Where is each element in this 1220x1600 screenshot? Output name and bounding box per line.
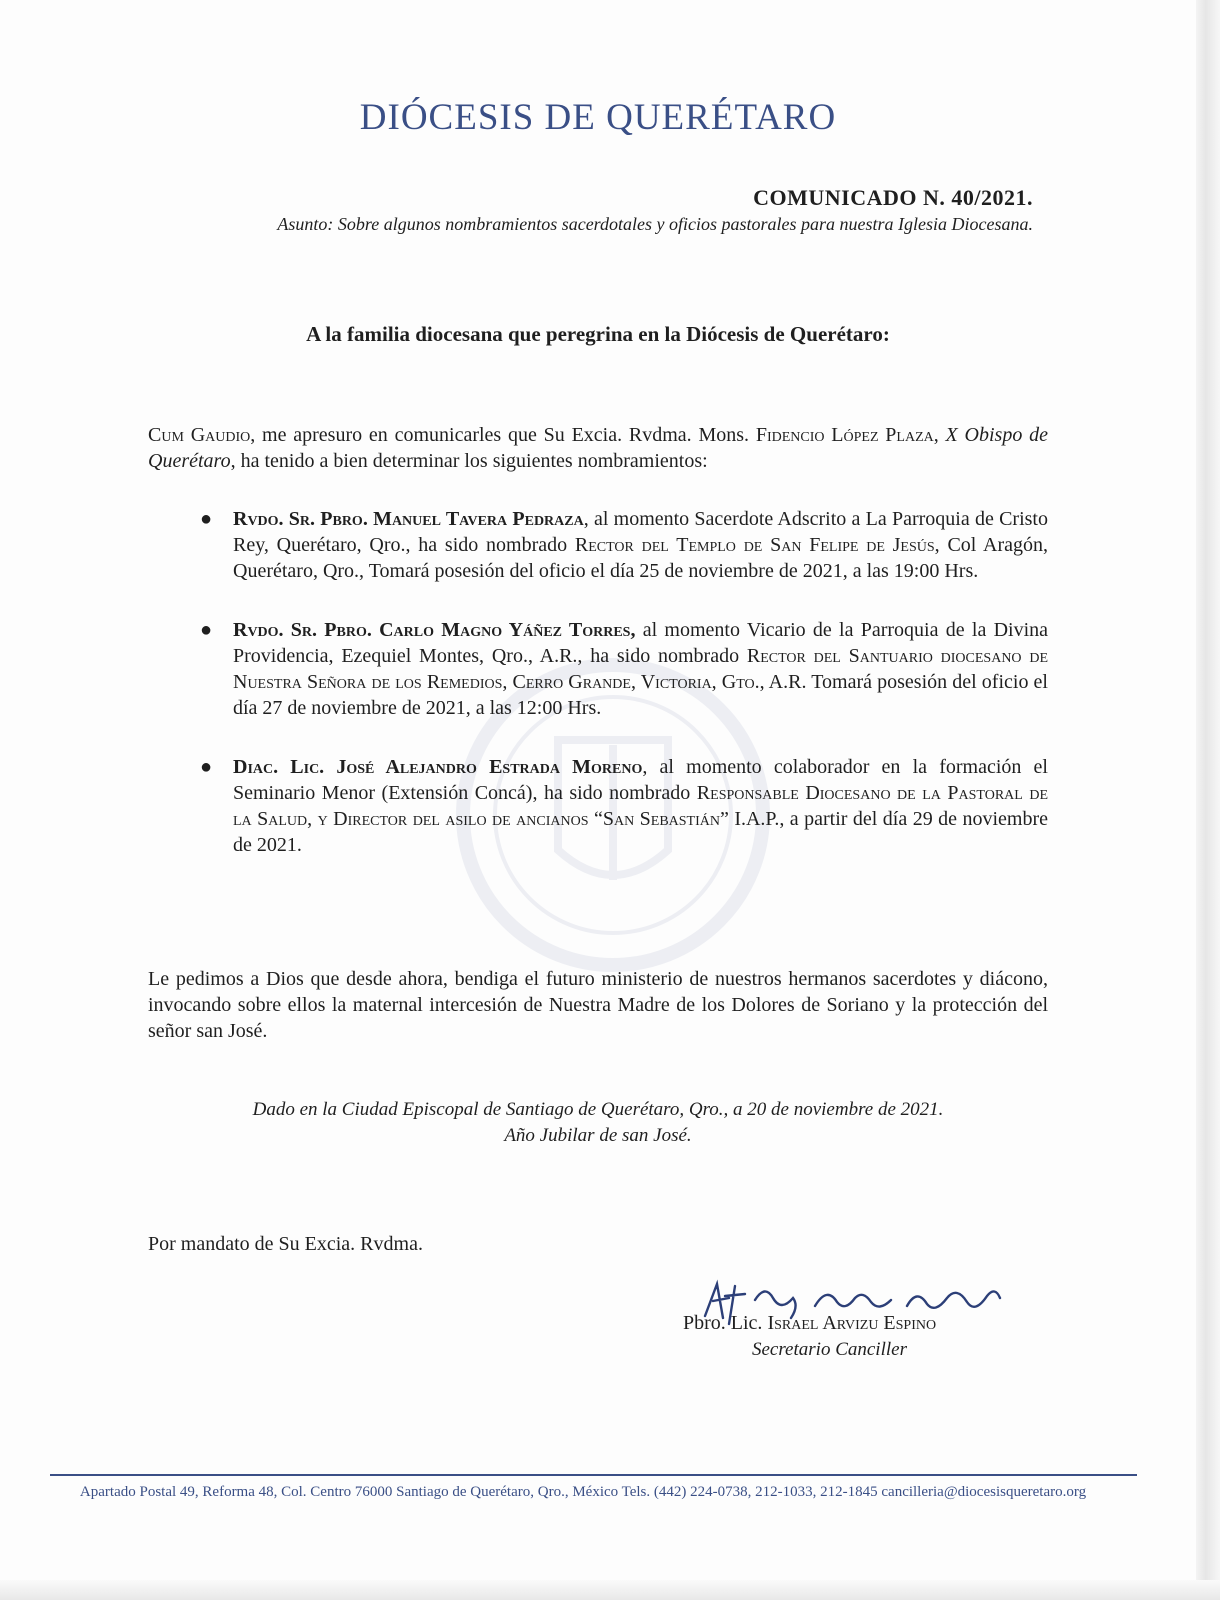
footer-divider: [50, 1474, 1137, 1476]
bishop-title: X Obispo de Querétaro: [148, 424, 1049, 472]
intro-text-1: , me apresuro en comunicarles que Su Excia. Rvdma. Mons.: [250, 424, 756, 446]
intro-text-2: ,: [933, 424, 946, 446]
appointment-text: , al momento Sacerdote Adscrito a La Parroquia de Cristo Rey, Querétaro, Qro., ha sido nombrado: [233, 508, 1048, 556]
bullet-icon: ●: [200, 756, 213, 778]
jubilee-line: Año Jubilar de san José.: [504, 1125, 692, 1146]
appointment-details: , A.R. Tomará posesión del oficio el día 27 de noviembre de 2021, a las 12:00 Hrs.: [233, 671, 1048, 719]
bullet-icon: ●: [200, 508, 213, 530]
date-line: Dado en la Ciudad Episcopal de Santiago de Querétaro, Qro., a 20 de noviembre de 2021.: [252, 1099, 944, 1120]
appointment-details: I.A.P., a partir del día 29 de noviembre de 2021.: [233, 808, 1049, 856]
comunicado-number: COMUNICADO N. 40/2021.: [753, 185, 1033, 210]
appointments-list: [200, 506, 1049, 858]
appointment-details: , Col Aragón, Querétaro, Qro., Tomará posesión del oficio el día 25 de noviembre de 2021, a las 19:00 Hrs.: [233, 534, 1048, 582]
bishop-name: Fidencio López Plaza: [755, 424, 934, 446]
asunto-line: Asunto: Sobre algunos nombramientos sacerdotales y oficios pastorales para nuestra Iglesia Diocesana.: [277, 214, 1033, 234]
appointment-text: al momento Vicario de la Parroquia de la Divina Providencia, Ezequiel Montes, Qro., A.R., ha sido nombrado: [233, 619, 1049, 667]
list-item: [200, 617, 1049, 721]
page-bottom-edge: [0, 1580, 1220, 1600]
diocese-title: DIÓCESIS DE QUERÉTARO: [359, 97, 837, 138]
list-item: [200, 506, 1048, 584]
date-place: [0, 1097, 1196, 1149]
list-item: [200, 754, 1049, 858]
appointee-name: Rvdo. Sr. Pbro. Carlo Magno Yáñez Torres,: [233, 619, 636, 641]
appointment-office: Responsable Diocesano de la Pastoral de la Salud, y Director del asilo de ancianos “San Sebastián”: [233, 782, 1048, 830]
intro-text-3: , ha tenido a bien determinar los siguientes nombramientos:: [230, 450, 708, 472]
appointee-name: Rvdo. Sr. Pbro. Manuel Tavera Pedraza: [233, 508, 584, 530]
appointment-text: , al momento colaborador en la formación el Seminario Menor (Extensión Concá), ha sido nombrado: [233, 756, 1048, 804]
signer-name: [683, 1312, 936, 1335]
closing-paragraph: Le pedimos a Dios que desde ahora, bendiga el futuro ministerio de nuestros hermanos sacerdotes y diácono, invocando sobre ellos la maternal intercesión de Nuestra Madre de los Dolores de Soriano y la protección del señor san José.: [148, 968, 1048, 1042]
signer-fullname: Israel Arvizu Espino: [767, 1312, 937, 1334]
page-edge: [1196, 0, 1220, 1600]
appointment-office: Rector del Templo de San Felipe de Jesús: [574, 534, 935, 556]
signer-prefix: Pbro. Lic.: [683, 1312, 768, 1334]
signer-title: Secretario Canciller: [752, 1339, 907, 1360]
appointment-office: Rector del Santuario diocesano de Nuestra Señora de los Remedios, Cerro Grande, Victoria, Gto.: [233, 645, 1048, 693]
footer-address: Apartado Postal 49, Reforma 48, Col. Centro 76000 Santiago de Querétaro, Qro., México Tels. (442) 224-0738, 212-1033, 212-1845 cancilleria@diocesisqueretaro.org: [79, 1484, 1087, 1500]
mandate-line: Por mandato de Su Excia. Rvdma.: [148, 1233, 423, 1255]
intro-opening: Cum Gaudio: [148, 424, 251, 446]
bullet-icon: ●: [200, 619, 213, 641]
greeting: A la familia diocesana que peregrina en la Diócesis de Querétaro:: [306, 322, 890, 346]
appointee-name: Diac. Lic. José Alejandro Estrada Moreno: [233, 756, 643, 778]
intro-paragraph: [148, 422, 1048, 474]
